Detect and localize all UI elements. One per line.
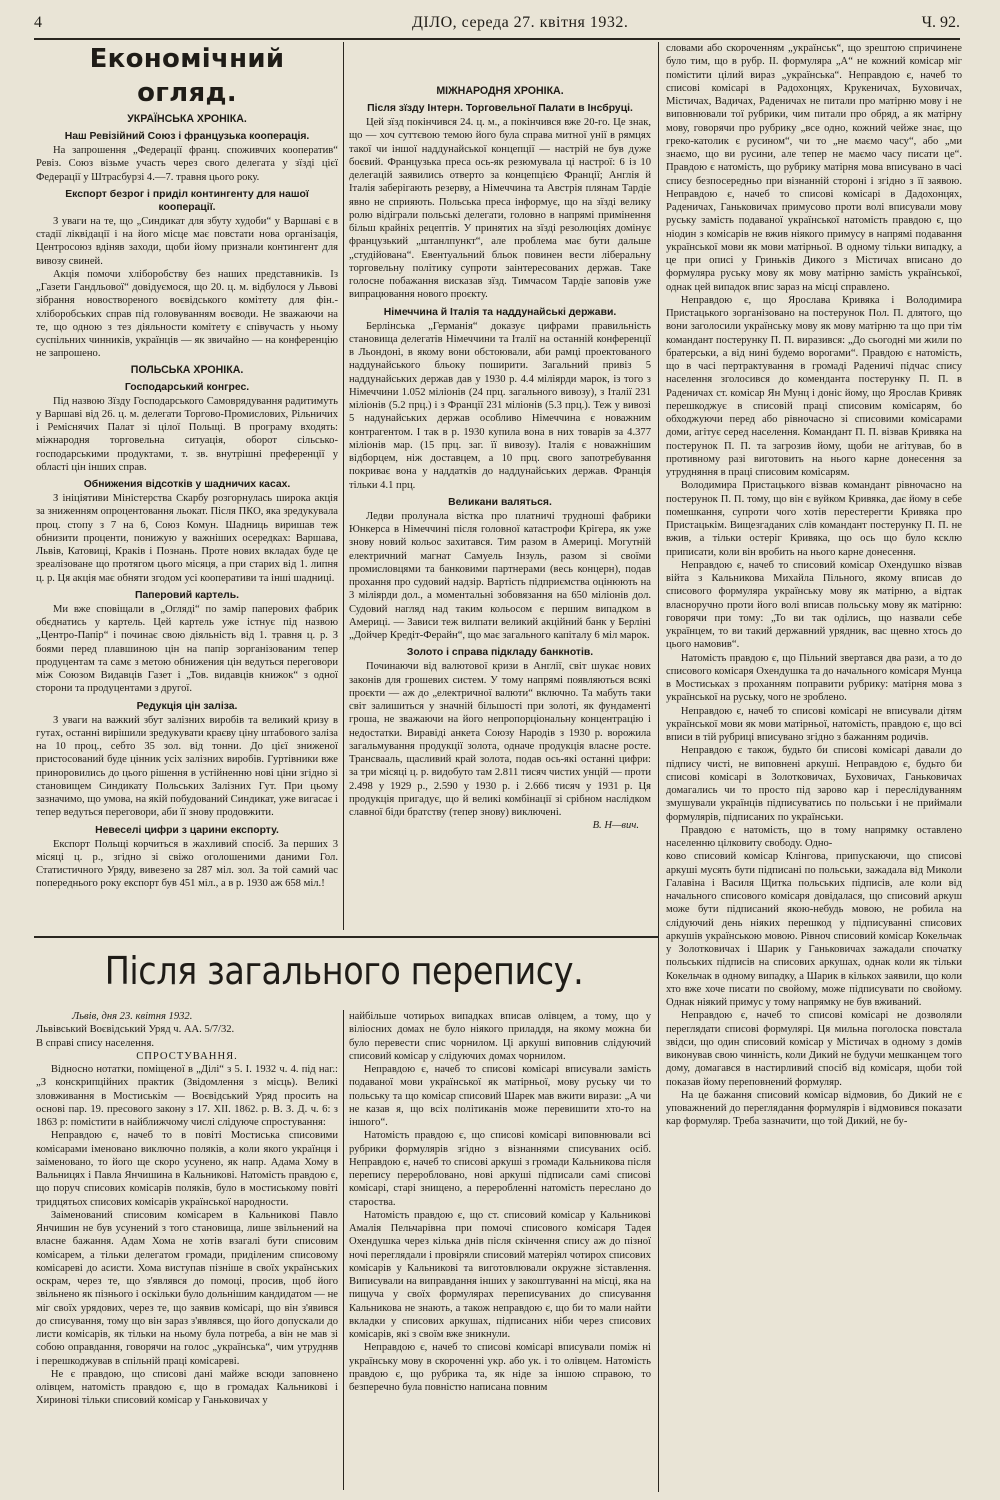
subhead-economic-congress: Господарський конгрес.	[124, 381, 250, 393]
paragraph: Починаючи від валютової кризи в Англії, світ шукає нових законів для грошевих систем. У тому напрямі появляються всякі проєкти — аж до „електричної валюти“ включно. Та мабуть таки світ залишиться у значній більшості при золоті, як фундаменті гроша, не зважаючи на його непропорціональну концентрацію і недостатки. Виравіді анкета Союзу Народів з 1930 р. ворожила загальмування продукції золота, одначе продукція власне росте. Трансвааль, щасливий край золота, подав ось-які останні цифри: за три місяці ц. р. видобуто там 2.811 тисяч чистих унцій — проти 2.498 у 1929 р., 2.590 у 1930 р. і 2.666 тисяч у 1931 р. Ця продукція пригадує, що й великі комбінації зі срібном наслідком славної біди братству (тепер знову) виключені.	[349, 661, 651, 818]
page-number: 4	[34, 14, 42, 31]
running-head	[34, 14, 960, 36]
paragraph: Цей зїзд покінчився 24. ц. м., а покінчився вже 20-го. Це знак, що — хоч суттєвою темою його була справа митної унії в рямцях такої чи іншої наддунайської концепції — настрій не був дуже боєвий. Французька преса ось-як резюмувала ці настрої: 6 із 10 делегацій заявились отверто за концепцією Франції; Англія й Італія заберігають резерву, а Німеччина та Австрія плянам Тардіе явно не сприяють. Польська преса інформує, що на зїзді велику ролю відіграли польські делегати, головно в напрямі примінення більш крайніх рецептів. У принятих на зїзді резолюціях домінує французький „штанлпункт“, але проблема має бути дальше „студійована“. Евентуальний бльок повинен вести ліберальну торговельну політику супроти заінтересованих держав. Таке голосне побажання висказав зїзд. Тимчасом Тардіе заповів уже випрацювання нового проєкту.	[349, 117, 651, 301]
subhead-interest-rates: Обнижения відсотків у шадничих касах.	[83, 479, 291, 490]
column-rule	[658, 42, 659, 1492]
paragraph: Неправдою є, начеб то списовий комісар Охендушко візвав війта з Кальникова Михайла Пільного, якому вписав до списового формуляра українську мову як матірню, а відтак власноручно проти його волі вписав польську мову як матірню: говорячи при тому: „То ви так оділись, що назвали себе українцем, то ви такий державний урядник, вас щевно хтось до цього намовив“.	[666, 559, 962, 651]
notice-title: СПРОСТУВАННЯ.	[136, 1050, 238, 1062]
subhead-innsbruck-congress: Після зїзду Інтерн. Торговельної Палати в Інсбруці.	[367, 103, 633, 114]
paragraph: Не є правдою, що списові дані майже всюди заповнено олівцем, натомість правдою є, що в громадах Кальникові і Хиринові тільки списовий комісар у Ганьковичах у	[36, 1368, 338, 1407]
paragraph: Неправдою є, начеб то списові комісарі вписували замість подаваної мови української як матірньої, мову руську чи то польську та що комісар списовий Шарек мав вжити вирази: „А чи не казав я, що всіх політиканів може перевишити хто-то на іншого“.	[349, 1064, 651, 1128]
dateline: Львів, дня 23. квітня 1932.	[72, 1011, 193, 1022]
subhead-germany-italy: Німеччина й Італія та наддунайські держави.	[383, 306, 617, 318]
paragraph: найбільше чотирьох випадках вписав олівцем, а тому, що у віліосних домах не було ніякого приладдя, на якому можна би було перевести спис чорнилом. Ці аркуші виповнив слідуючий списовий комісар у слідуючих домах чорнилом.	[349, 1011, 651, 1062]
paragraph: Відносно нотатки, поміщеної в „Ділі“ з 5. І. 1932 ч. 4. під наг.: „З конскрипційних практик (Звідомлення з місць). Великі зловживання в Мостиськім — Воєвідський Уряд просить на основі пар. 19. пресового закону з 17. XII. 1862. р. В. З. Д. ч. 6: з 1863 р: помістити в найближчому числі слідуюче спростування:	[36, 1064, 338, 1128]
paragraph: Натомість правдою є, що ст. списовий комісар у Кальникові Амалія Пельчарівна при помочі списового комісаря Тадея Охендушка через кілька днів після скінчення спису аж до пізної ночі переглядали і провіряли списовий матеріял чотирох списових комісарів у Кальникові та виготовлювали окружне зіставлення. Виписували на виправдання інших у закоштуванні на місці, яка на пищуча у своїх формулярах переписуваних до списування Кальникова не знають, а також неправдою є, що би то мали найти вкладки у списових аркушах, підписаних ніби через списових комісарів, які з своїм вже зникнули.	[349, 1209, 651, 1340]
paragraph: Натомість правдою є, що списові комісарі виповнювали всі рубрики формулярів згідно з візнаннями списуваних осіб. Неправдою є, начеб то списові аркуші з громади Кальникова після перепису переробловано, нові аркуші підписали самі списові комісарі, старі знищено, а переробленні натомість переслано до староства.	[349, 1130, 651, 1208]
paragraph: Ми вже сповіщали в „Огляді“ по замір паперових фабрик обєднатись у картель. Цей картель уже істнує під назвою „Центро-Папір“ і починає свою діяльність від 1. травня ц. р. З боями перед плавшиною цін на папір зорганізованим тепер продуцентам та самє з метою обнижения цін ведуться переговори між Союзом Видавців Газет і „Тов. видавців книжок“ з одної сторони та продуцентами з другої.	[36, 603, 338, 695]
census-article-headline: Після загального перепису.	[104, 949, 584, 993]
paragraph: Берлінська „Германія“ доказує цифрами правильність становища делегатів Німеччини та Італії на останній конференції в Льондоні, в якому вони обстоювали, аби рамці проектованого наддунайського бльоку поширити. Загальний привіз 5 наддунайських держав дав у 1930 р. 4.4 міліярди марок, із того з Німеччини 1.052 міліонів (24 прц. загального вивозу), з Італії 231 міліонів (5.2 прц.) і з Франції 231 міліонів (5.3 прц.). Теж у вивозі 5 надунайських держав особливо Німеччина є новажним контрагентом. І так в р. 1930 купила вона в них товарів за 4.377 міліонів мар. (15 прц. заг. її вивозу). Італія є новажнішим відборцем, ніж доставцем, а 10 прц. свого запотребування покриває вона у наддатків до наддунайських держав. Франція тільки 4.1 прц.	[349, 320, 651, 491]
paragraph: Неправдою є, начеб то списові комісарі не вписували дітям української мови як мови матірньої, натомість, правдою є, що всі вписи в тій рубриці вписувано згідно з бажанням родичів.	[666, 705, 962, 743]
paragraph: Неправдою є, начеб то в повіті Мостиська списовими комісарами іменовано виключно поляків, а коли якого українця і заіменовано, то його ще скоро усунено, як напр. Адама Хому в Вальницях і Павла Янчишина в Кальникові. Натомість правдою є, що поруч списових комісарів поляків, було в мостиському повіті тридцятьох списових комісарів української народности.	[36, 1130, 338, 1208]
subhead-paper-cartel: Паперовий картель.	[135, 589, 239, 601]
economic-review-title: Економічний огляд.	[89, 44, 285, 108]
article-signature: В. Н—вич.	[592, 820, 639, 832]
paragraph: Експорт Польщі корчиться в жахливий спосіб. За перших 3 місяці ц. р., згідно зі свіжо оголошеними даними Гол. Статистичного Уряду, вивезено за 287 міл. зол. За той самий час попереднього року експорт був 451 міл., а в р. 1930 аж 658 міл.!	[36, 838, 338, 890]
paragraph: Натомість правдою є, що Пільний звертався два рази, а то до списового комісаря Охендушка та до начального комісаря Мунца в Мостиськах з проханням поправити рубрику: матірня мова з української на руську, чого не зроблено.	[666, 652, 962, 704]
economic-column-2	[349, 82, 651, 932]
economic-column-1	[36, 42, 338, 932]
paper-dateline: ДІЛО, середа 27. квітня 1932.	[412, 14, 629, 31]
paragraph: Заіменований списовим комісарем в Кальникові Павло Янчишин не був усунений з того становища, лише звільнений на власне бажання. Адам Хома не хотів взагалі бути списовим комісарем, а тільки делегатом громади, приділеним списовому комісареві до асисти. Хома виступав пізніше в своїх українських оскрам, через те, що з'являвся до помоці, просив, щоб його звільнено як пізнього і оскільки було дольнішим кандидатом — не міг своїх урядових, через те, що заявив комісарі, що він з'явився до списування, тому що він зараз з'являвся, що його допускали до листи комісарів, як тільки на ньому була потреба, а він не мав зі собою оправдання, говорячи на голос „українська“, чим утрудняв і перешкоджував в спільній праці комісареві.	[36, 1209, 338, 1367]
section-rule	[34, 936, 658, 938]
paragraph: На це бажання списовий комісар відмовив, бо Дикий не є уповажнений до переглядання формулярів і відмовився показати кар формуляр. Треба зазначити, що той Дикий, не бу-	[666, 1089, 962, 1128]
subhead-giants-fall: Великани валяться.	[448, 496, 552, 508]
column-rule	[343, 42, 344, 930]
section-polish-chronicle: ПОЛЬСЬКА ХРОНІКА.	[130, 363, 244, 376]
paragraph: Акція помочи хліборобству без наших представників. Із „Газети Гандльової“ довідуємося, що 20. ц. м. відбулося у Львові зібрання новоствореного воєвідського комітету для фін.-хліборобських справ під головуванням воєводи. Не зважаючи на те, що одною з тез діяльности комітету є співучасть у ньому суспільних чинників, українців — як звичайно — на конференцію не запрошено.	[36, 268, 338, 360]
paragraph: Під назвою Зїзду Господарського Самоврядування радитимуть у Варшаві від 26. ц. м. делегати Торгово-Промислових, Рільничих і Реміснячих Палат зі цілої Польщі. В програму входять: міжнародня торговельна ситуація, оборот сільсько-господарськими продуктами, т. зв. внутрішні преференції у області цін інших справ.	[36, 395, 338, 473]
office-reference: Львівський Воєвідський Уряд ч. АА. 5/7/32.	[36, 1024, 235, 1036]
paragraph: Правдою є натомість, що в тому напрямку оставлено населенню цілковиту свободу. Одно-	[666, 824, 962, 849]
paragraph: Неправдою є також, будьто би списові комісарі давали до підпису чисті, не виповнені аркуші. Неправдою є, будьто би списові комісарі в Золотковичах, Буховичах, Ганьковичах домагались чи то просто під зарово кар і переслідуванням змушували українців підписуватись по польськи і не приймали формулярів, підписаних по українськи.	[666, 745, 962, 823]
census-column-3	[666, 42, 962, 1494]
paragraph: На запрошення „Федерації франц. споживчих кооператив“ Ревіз. Союз візьме участь через свого делегата у зїзді цієї Федерації у Штрасбурзі 4.—7. травня цього року.	[36, 145, 338, 183]
paragraph: Неправдою є, начеб то списові комісарі вписували поміж ні українську мову в скороченні укр. або ук. і то олівцем. Натомість правдою є, що рубрика та, як ніде за іншою справою, то безперечно була повністю написана повним	[349, 1342, 651, 1393]
issue-number: Ч. 92.	[921, 14, 960, 31]
paragraph: Володимира Пристацького візвав командант рівночасно на постерунок П. П. тому, що він є вуйком Кривяка, дає йому в себе помешкання, супроти чого хотів перестерегти Кривяка про Пристацькім. Вищезгаданих слів командант постерунку П. П. не вжив, а тільки остеріг Кривяка, що ось що було ксклю приписати, коли він вробить на нього карне донесення.	[666, 480, 962, 558]
subhead-export-figures: Невеселі цифри з царини експорту.	[95, 824, 279, 836]
section-ukrainian-chronicle: УКРАЇНСЬКА ХРОНІКА.	[127, 113, 247, 125]
paragraph: З уваги на важкий збут залізних виробів та великий кризу в гутах, останні вирішили зредукувати краєву ціну штабового заліза на 10 проц., себто 35 зол. від тонни. До цієї зниженої пристосований буде цінник усіх залізних виробів. Гуртівники вже приноровились до цього рішення в устійненню нові ціни згідно зі становищем Синдикату Польських Залізних Гут. При цьому зазначимо, що умова, на якій побудований Синдикат, уже вигасає і тепер ведуться переговори, аби її знову продовжити.	[36, 714, 338, 819]
subhead-revision-union: Наш Ревізійний Союз і французька кооперація.	[64, 131, 310, 142]
subject-line: В справі спису населення.	[36, 1037, 154, 1049]
paragraph: ково списовий комісар Клінгова, припускаючи, що списові аркуші мусять бути підписані по польськи, зажадала від Миколи Галавіна і Василя Щитка польських підписів, але коли від начального списового комісаря довідалася, що списовий аркуш може бути підписаний якою-небудь мовою, не робила на слідуючий день ніяких перешкод у підписуванні списових аркушів українською мовою. Рівноч списовий комісар Кокельчак у Золотковичах і Шарик у Ганьковичах зажадали спочатку польських підписів на списових аркушах, однак коли як тільки Кокельчак в одному випадку, а Шарик в кількох заявили, що коли хто вже хоче писати по свойому, може підписувати по свойому. Однак ніякий примус у тому напрямку не був вживаний.	[666, 851, 962, 1008]
paragraph: словами або скороченням „українськ“, що зрештою спричинене було тим, що в рубр. II. формуляра „А“ не кожний комісар міг помістити цілий вираз „українська“. Неправдою є, начеб то списові комісарі в Радохонцях, Крукеничах, Буховичах, Містичах, Вадичах, Раденичах не питали про матірню мову і не виповнювали тої рубрики, чим питали про обряд, а як матірну мову, говорячи про рубрику „все одно, кожний чейже знає, що греко-католик є русином“, чи то „не маємо часу“, або „ми знаємо, що ви русини, але тепер не маємо часу писати це“. Правдою є натомість, що рубрику матірня мова вписувано в часі спису безпосередньо при візнанній стороні і згідно з її заявою. Неправдою є, начеб то списові комісарі в Дадохонцях, Раденичах, Ганьковичах примусово проти волі вписували мову руську замість подаваної української натомість правдою є, що ніодин з комісарів не вжив ніякого примусу в напрямі подавання української мови як мови матірньої. В одному тільки випадку, а це при описі у Гриньків Дикого з Містичах вписано до формуляра руську мову як мову матірню замість української, однак цей випадок впис зараз на місці справлено.	[666, 43, 962, 293]
paragraph: З уваги на те, що „Синдикат для збуту худоби“ у Варшаві є в стадії ліквідації і на його місце має повстати нова організація, Центросоюз вдіняв заходи, щоби йому признали контингент для вивозу свиней.	[36, 215, 338, 267]
column-rule	[343, 1010, 344, 1490]
census-column-2	[349, 1010, 651, 1494]
subhead-pig-export: Експорт безрог і приділ контингенту для нашої кооперації.	[65, 188, 309, 213]
paragraph: Ледви пролунала вістка про платничі трудноші фабрики Юнкерса в Німеччині після головної катастрофи Крігера, як уже знову новий кольос захитався. Тим разом в Америці. Могутній електричний магнат Самуель Інзуль, разом зі своїми промисловцями та банковими партнерами (весь концерн), подав прохання про судовий надзір. Вартість підприємства оцінюють на 3 міліярди дол., а моментальні зобовязання на 650 міліонів дол. Судовий нагляд над таким кольосом є першим випадком в Америці. — Зависи теж вилпати великий акційний банк у Берліні „Дойчер Кредіт-Ферайн“, що має загального капіталу 6 міл марок.	[349, 510, 651, 641]
paragraph: Неправдою є, начеб то списові комісарі не дозволяли переглядати списові формулярі. Ця мильна поголоска повстала звідси, що один списовий комісар у Містичах в одному з домів виконував свою чинність, коли Дикий не будучи мешканцем того дому, домагався в настирливий спосіб від комісаря, щоби той показав йому переповнений формуляр.	[666, 1010, 962, 1088]
paragraph: З ініціятиви Міністерства Скарбу розгорнулась широка акція за зниженням опроцентовання льокат. Після ПКО, яка зредукувала проц. стопу з 7 на 6, Союз Комун. Шадниць виришав теж обнизити проценти, понижую у важніших осередках: Варшава, Львів, Катовиці, Краків і Познань. Проте нових вкладах буде це зреалізоване що протягом цього місяця, а при старих від 1. липня ц. р. Ця акція має обняти згодом усі кооперативи та інші шадниці.	[36, 493, 338, 584]
subhead-gold-banknotes: Золото і справа підкладу банкнотів.	[406, 647, 594, 659]
section-international-chronicle: МІЖНАРОДНЯ ХРОНІКА.	[436, 85, 564, 97]
header-rule	[34, 38, 960, 40]
census-column-1	[36, 1010, 338, 1494]
paragraph: Неправдою є, що Ярослава Кривяка і Володимира Пристацького зорганізовано на постерунок Пол. П. длятого, що вони заголосили українську мову як мову матірню та що при тім командант постерунку П. П. виразився: „До сьогодні ми жили по братерськи, а від нині будемо ворогами“. Правдою є натомість, що в часі пертрактування в громаді Раденичі підчас спису населення зголосився до коменданта постерунку П. П. в Раденичах ст. комісар Ян Мунц і доніс йому, що Ярослав Кривяк перешкоджує в списовій праці списовим комісарям, бо обходжуючи перед або рівночасно зі списовими комісарами доми, агітує серед населення. Командант П. П. візвав Кривяка на постерунок П. П. та загрозив йому, щоби не агітував, бо в противному разі виготовить на нього карне донесення за утрудняння в праці списовим комісарям.	[666, 294, 962, 478]
subhead-iron-prices: Редукція цін заліза.	[136, 700, 238, 712]
